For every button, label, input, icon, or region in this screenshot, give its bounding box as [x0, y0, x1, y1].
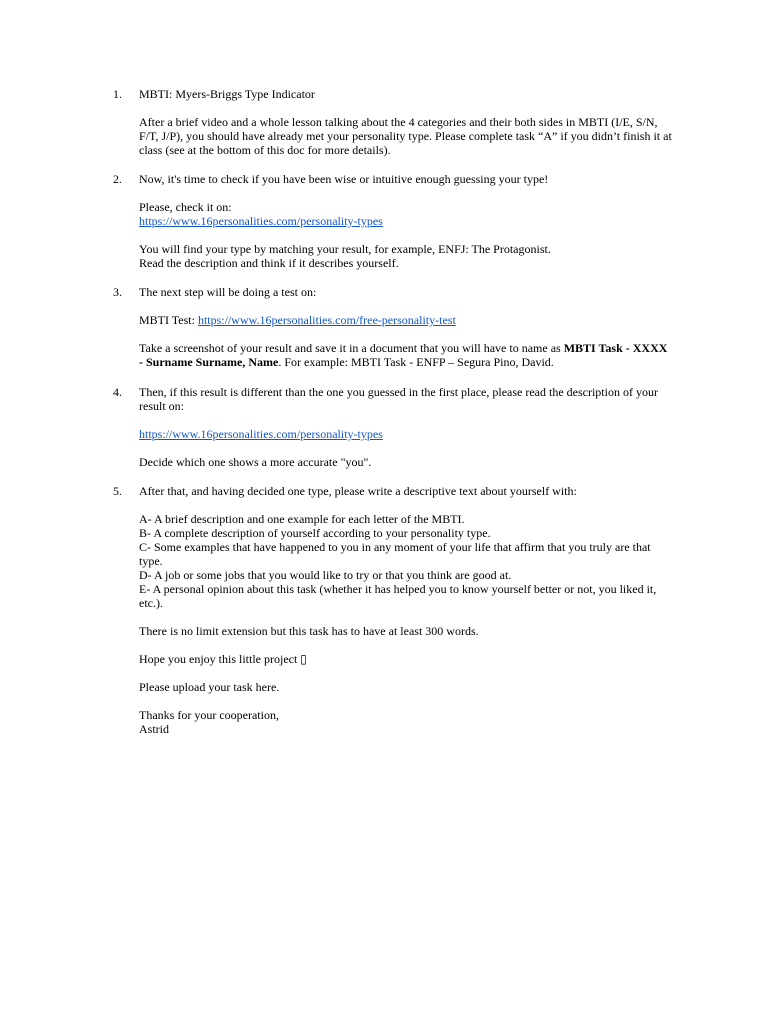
personality-types-link[interactable]: https://www.16personalities.com/personality-types — [139, 214, 383, 228]
item-number: 1. — [113, 87, 122, 101]
item-heading: Then, if this result is different than the one you guessed in the first place, please read the description of your result on: — [139, 385, 658, 413]
screenshot-instruction — [139, 341, 673, 369]
item-number: 5. — [113, 484, 122, 498]
personality-types-link[interactable]: https://www.16personalities.com/personality-types — [139, 427, 383, 441]
find-block — [139, 242, 673, 270]
item-number: 4. — [113, 385, 122, 399]
read-line: Read the description and think if it describes yourself. — [139, 256, 399, 270]
item-heading: After that, and having decided one type, please write a descriptive text about yourself with: — [139, 484, 577, 498]
decide-line: Decide which one shows a more accurate "you". — [139, 455, 372, 469]
task-name-format: MBTI Task - XXXX - Surname Surname, Name — [139, 341, 668, 369]
item-heading: MBTI: Myers-Briggs Type Indicator — [139, 87, 315, 101]
word-limit: There is no limit extension but this task has to have at least 300 words. — [139, 624, 479, 638]
test-line — [139, 313, 673, 327]
item-number: 3. — [113, 285, 122, 299]
requirement-e: E- A personal opinion about this task (whether it has helped you to know yourself better or not, you liked it, etc.). — [139, 582, 657, 610]
requirement-a: A- A brief description and one example for each letter of the MBTI. — [139, 512, 465, 526]
requirement-b: B- A complete description of yourself according to your personality type. — [139, 526, 491, 540]
hope-line: Hope you enjoy this little project ▯ — [139, 652, 307, 666]
item-heading: The next step will be doing a test on: — [139, 285, 317, 299]
check-label: Please, check it on: — [139, 200, 232, 214]
free-personality-test-link[interactable]: https://www.16personalities.com/free-personality-test — [197, 313, 456, 327]
item-heading: Now, it's time to check if you have been wise or intuitive enough guessing your type! — [139, 172, 549, 186]
check-block — [139, 200, 673, 228]
test-label: MBTI Test: — [139, 313, 198, 327]
upload-line: Please upload your task here. — [139, 680, 280, 694]
signoff — [139, 708, 673, 736]
list-item-1 — [113, 87, 673, 157]
screenshot-text: Take a screenshot of your result and save it in a document that you will have to name as — [139, 341, 564, 355]
item-paragraph: After a brief video and a whole lesson talking about the 4 categories and their both sides in MBTI (I/E, S/N, F/T, J/P), you should have already met your personality type. Please complete task “A” if you didn’t finish it at class (see at the bottom of this doc for more details). — [139, 115, 672, 157]
signature: Astrid — [139, 722, 169, 736]
list-item-4 — [113, 385, 673, 469]
requirement-c: C- Some examples that have happened to you in any moment of your life that affirm that you truly are that type. — [139, 540, 651, 568]
find-line: You will find your type by matching your result, for example, ENFJ: The Protagonist. — [139, 242, 551, 256]
link-line — [139, 427, 673, 441]
requirement-d: D- A job or some jobs that you would like to try or that you think are good at. — [139, 568, 512, 582]
item-number: 2. — [113, 172, 122, 186]
screenshot-example: . For example: MBTI Task - ENFP – Segura Pino, David. — [278, 355, 554, 369]
list-item-2 — [113, 172, 673, 270]
list-item-3 — [113, 285, 673, 369]
requirements-list — [139, 512, 673, 610]
thanks-line: Thanks for your cooperation, — [139, 708, 279, 722]
list-item-5 — [113, 484, 673, 736]
